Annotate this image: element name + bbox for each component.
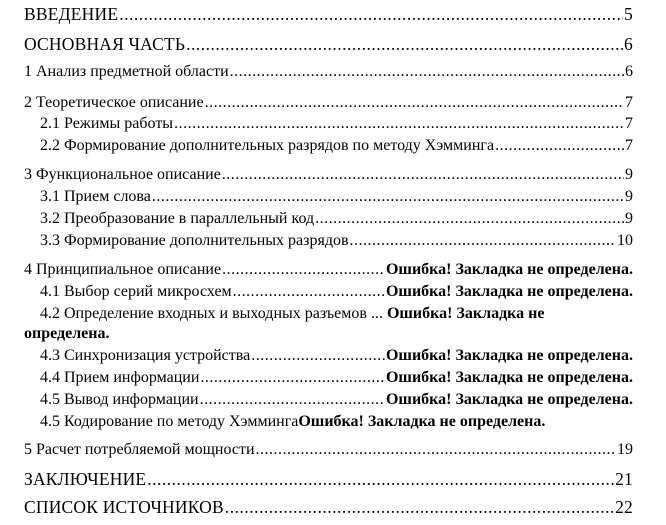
toc-entry-introduction [24,4,633,28]
toc-entry-title: 4 Принципиальное описание [24,261,222,278]
toc-leader-dots: ... [370,305,383,322]
table-of-contents [24,0,633,525]
toc-leader-dots [205,94,624,112]
toc-entry-page: 22 [615,497,633,517]
toc-entry-title: 1 Анализ предметной области [24,63,229,80]
toc-leader-dots [200,391,385,409]
toc-entry-bookmark-error: Ошибка! Закладка не определена. [385,391,633,408]
toc-entry-bookmark-error: Ошибка! Закладка не определена. [385,347,633,364]
toc-entry-section-4-5-output [24,391,633,415]
toc-entry-title: 4.5 Кодирование по методу Хэмминга [40,413,299,430]
toc-entry-page: 7 [625,94,633,111]
toc-entry-title: 2 Теоретическое описание [24,94,204,111]
toc-leader-dots [222,166,624,184]
toc-entry-title: 3 Функциональное описание [24,166,221,183]
toc-entry-title: ОСНОВНАЯ ЧАСТЬ [24,34,186,54]
toc-entry-page: 5 [624,4,633,24]
toc-leader-dots [350,232,616,250]
toc-entry-title: 3.2 Преобразование в параллельный код [40,210,315,227]
toc-entry-title: ВВЕДЕНИЕ [24,4,119,24]
toc-leader-dots [256,441,617,459]
toc-entry-section-5 [24,441,633,465]
toc-entry-section-1 [24,63,633,87]
toc-entry-page: 19 [617,441,633,458]
toc-entry-section-4-2 [24,304,633,344]
toc-entry-title: 3.1 Прием слова [40,188,151,205]
toc-entry-title: 4.4 Прием информации [40,369,200,386]
toc-leader-dots [251,347,385,365]
toc-entry-bookmark-error: Ошибка! Закладка не определена. [298,413,546,430]
toc-leader-dots [233,283,385,301]
toc-entry-section-3-3 [24,232,633,256]
toc-leader-dots [147,469,614,490]
toc-entry-page: 9 [625,210,633,227]
toc-entry-bookmark-error: Ошибка! Закладка не определена. [385,283,633,300]
toc-entry-page: 10 [617,232,633,249]
toc-entry-page: 9 [625,188,633,205]
toc-leader-dots [152,188,624,206]
toc-entry-section-2-1 [24,115,633,139]
toc-entry-section-3 [24,166,633,190]
toc-entry-title: 2.1 Режимы работы [40,115,174,132]
toc-entry-page: 7 [625,115,633,132]
toc-leader-dots [315,210,624,228]
toc-entry-title: 4.3 Синхронизация устройства [40,347,251,364]
toc-entry-bookmark-error: Ошибка! Закладка не [386,305,545,322]
toc-entry-section-3-1 [24,188,633,212]
toc-leader-dots [174,115,624,133]
toc-entry-title: 5 Расчет потребляемой мощности [24,441,255,458]
toc-entry-title: 4.1 Выбор серий микросхем [40,283,232,300]
toc-leader-dots [186,34,623,55]
toc-entry-page: 21 [615,469,633,489]
toc-entry-section-4-4 [24,369,633,393]
toc-entry-conclusion [24,469,633,493]
toc-entry-page: 6 [625,63,633,80]
toc-entry-title: ЗАКЛЮЧЕНИЕ [24,469,147,489]
toc-entry-bookmark-error-continued: определена. [24,325,110,342]
toc-entry-main-part [24,34,633,58]
toc-entry-title: 4.2 Определение входных и выходных разъемов [40,305,367,322]
toc-entry-title: СПИСОК ИСТОЧНИКОВ [24,497,224,517]
toc-leader-dots [230,63,624,81]
toc-entry-page: 6 [624,34,633,54]
toc-leader-dots [495,137,624,155]
toc-entry-bookmark-error: Ошибка! Закладка не определена. [385,369,633,386]
toc-entry-section-4-5-hamming [24,413,633,437]
toc-entry-page: 7 [625,137,633,154]
toc-entry-section-2-2 [24,137,633,161]
toc-leader-dots [225,497,614,518]
toc-entry-title: 2.2 Формирование дополнительных разрядов по методу Хэмминга [40,137,495,154]
toc-leader-dots [222,261,385,279]
toc-entry-section-3-2 [24,210,633,234]
toc-entry-references [24,497,633,521]
toc-entry-section-4-3 [24,347,633,371]
toc-entry-title: 3.3 Формирование дополнительных разрядов [40,232,349,249]
toc-leader-dots [200,369,385,387]
toc-entry-title: 4.5 Вывод информации [40,391,199,408]
toc-entry-page: 9 [625,166,633,183]
toc-leader-dots [119,4,623,25]
toc-entry-section-4 [24,261,633,285]
toc-entry-bookmark-error: Ошибка! Закладка не определена. [385,261,633,278]
